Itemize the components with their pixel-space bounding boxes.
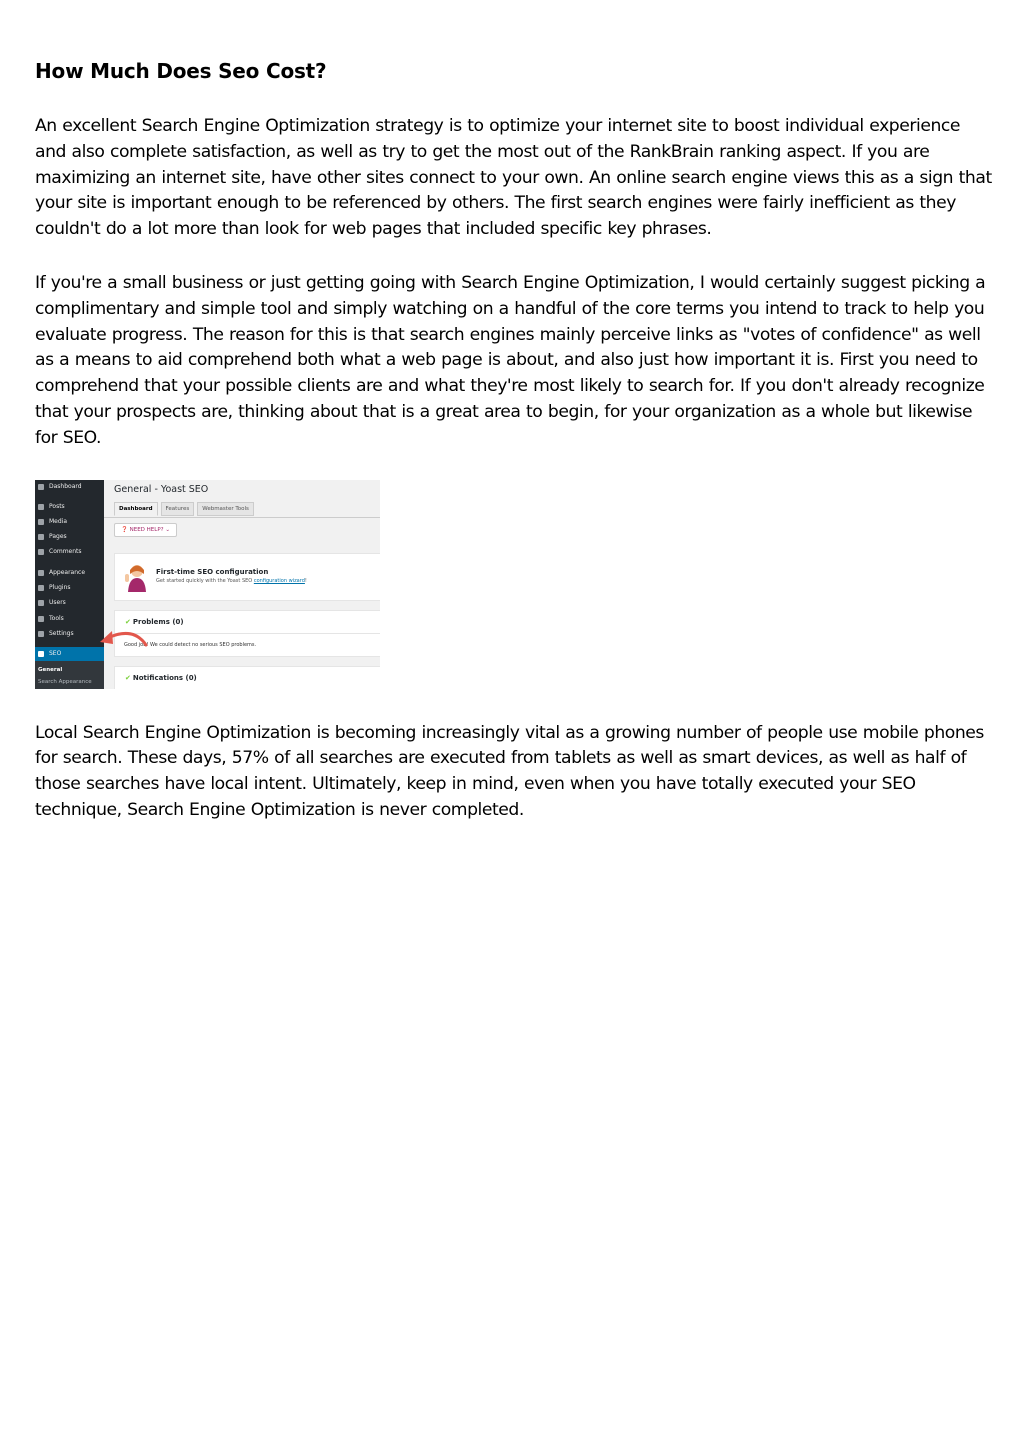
brush-icon: [38, 570, 44, 576]
article: [35, 56, 995, 852]
sidebar-item-posts: Posts: [35, 501, 104, 513]
sidebar-item-settings: Settings: [35, 628, 104, 640]
submenu-search-appearance: Search Appearance: [38, 678, 92, 685]
page-title: How Much Does Seo Cost?: [35, 59, 327, 83]
pages-icon: [38, 534, 44, 540]
settings-icon: [38, 631, 44, 637]
user-icon: [38, 600, 44, 606]
submenu-general: General: [38, 666, 63, 673]
sidebar-item-seo: SEO: [35, 647, 104, 661]
yoast-screenshot: [35, 480, 380, 689]
config-card-title: First-time SEO configuration: [156, 567, 269, 576]
config-card: [114, 553, 380, 601]
screen-title: General - Yoast SEO: [114, 483, 209, 495]
wp-main-content: [104, 480, 380, 689]
tab-divider: [104, 517, 380, 518]
question-icon: ❓: [121, 526, 130, 533]
check-icon: ✔: [125, 673, 131, 682]
comment-icon: [38, 549, 44, 555]
sidebar-item-users: Users: [35, 597, 104, 609]
pin-icon: [38, 504, 44, 510]
problems-body: Good job! We could detect no serious SEO problems.: [124, 641, 257, 648]
red-arrow-icon: [90, 625, 150, 655]
yoast-icon: [38, 651, 44, 657]
yoast-avatar-icon: [123, 562, 151, 592]
seo-submenu: [35, 661, 104, 689]
tab-dashboard: Dashboard: [114, 502, 158, 516]
plugin-icon: [38, 585, 44, 591]
chevron-down-icon: ⌄: [163, 526, 170, 533]
tab-features: Features: [161, 502, 195, 516]
paragraph-3: Local Search Engine Optimization is becoming increasingly vital as a growing number of people use mobile phones for search. These days, 57% of all searches are executed from tablets as well as smart devices, as well as half of those searches have local intent. Ultimately, keep in mind, even when you have totally executed your SEO technique, Search Engine Optimization is never completed.: [35, 722, 984, 820]
sidebar-item-comments: Comments: [35, 546, 104, 558]
sidebar-item-pages: Pages: [35, 531, 104, 543]
tab-webmaster-tools: Webmaster Tools: [197, 502, 254, 516]
check-icon: ✔: [125, 617, 131, 626]
notifications-card: ✔ Notifications (0): [114, 666, 380, 689]
sidebar-item-media: Media: [35, 516, 104, 528]
media-icon: [38, 519, 44, 525]
configuration-wizard-link: configuration wizard: [253, 577, 305, 584]
paragraph-2: If you're a small business or just getting going with Search Engine Optimization, I would certainly suggest picking a complimentary and simple tool and simply watching on a handful of the core terms you intend to track to help you evaluate progress. The reason for this is that search engines mainly perceive links as "votes of confidence" as well as a means to aid comprehend both what a web page is about, and also just how important it is. First you need to comprehend that your possible clients are and what they're most likely to search for. If you don't already recognize that your prospects are, thinking about that is a great area to begin, for your organization as a whole but likewise for SEO.: [35, 272, 986, 448]
sidebar-item-dashboard: Dashboard: [35, 481, 104, 493]
paragraph-1: An excellent Search Engine Optimization strategy is to optimize your internet site to boost individual experience and also complete satisfaction, as well as try to get the most out of the RankBrain ranking aspect. If you are maximizing an internet site, have other sites connect to your own. An online search engine views this as a sign that your site is important enough to be referenced by others. The first search engines were fairly inefficient as they couldn't do a lot more than look for web pages that included specific key phrases.: [35, 116, 992, 240]
problems-header: ✔ Problems (0): [115, 611, 380, 634]
problems-card: [114, 610, 380, 657]
config-card-desc: Get started quickly with the Yoast SEO configuration wizard!: [156, 577, 307, 584]
dashboard-icon: [38, 484, 44, 490]
sidebar-item-tools: Tools: [35, 613, 104, 625]
wp-sidebar: [35, 480, 104, 689]
wrench-icon: [38, 616, 44, 622]
need-help-button: ❓ NEED HELP? ⌄: [114, 523, 177, 537]
sidebar-item-appearance: Appearance: [35, 567, 104, 579]
sidebar-item-plugins: Plugins: [35, 582, 104, 594]
tab-bar: [114, 502, 257, 516]
